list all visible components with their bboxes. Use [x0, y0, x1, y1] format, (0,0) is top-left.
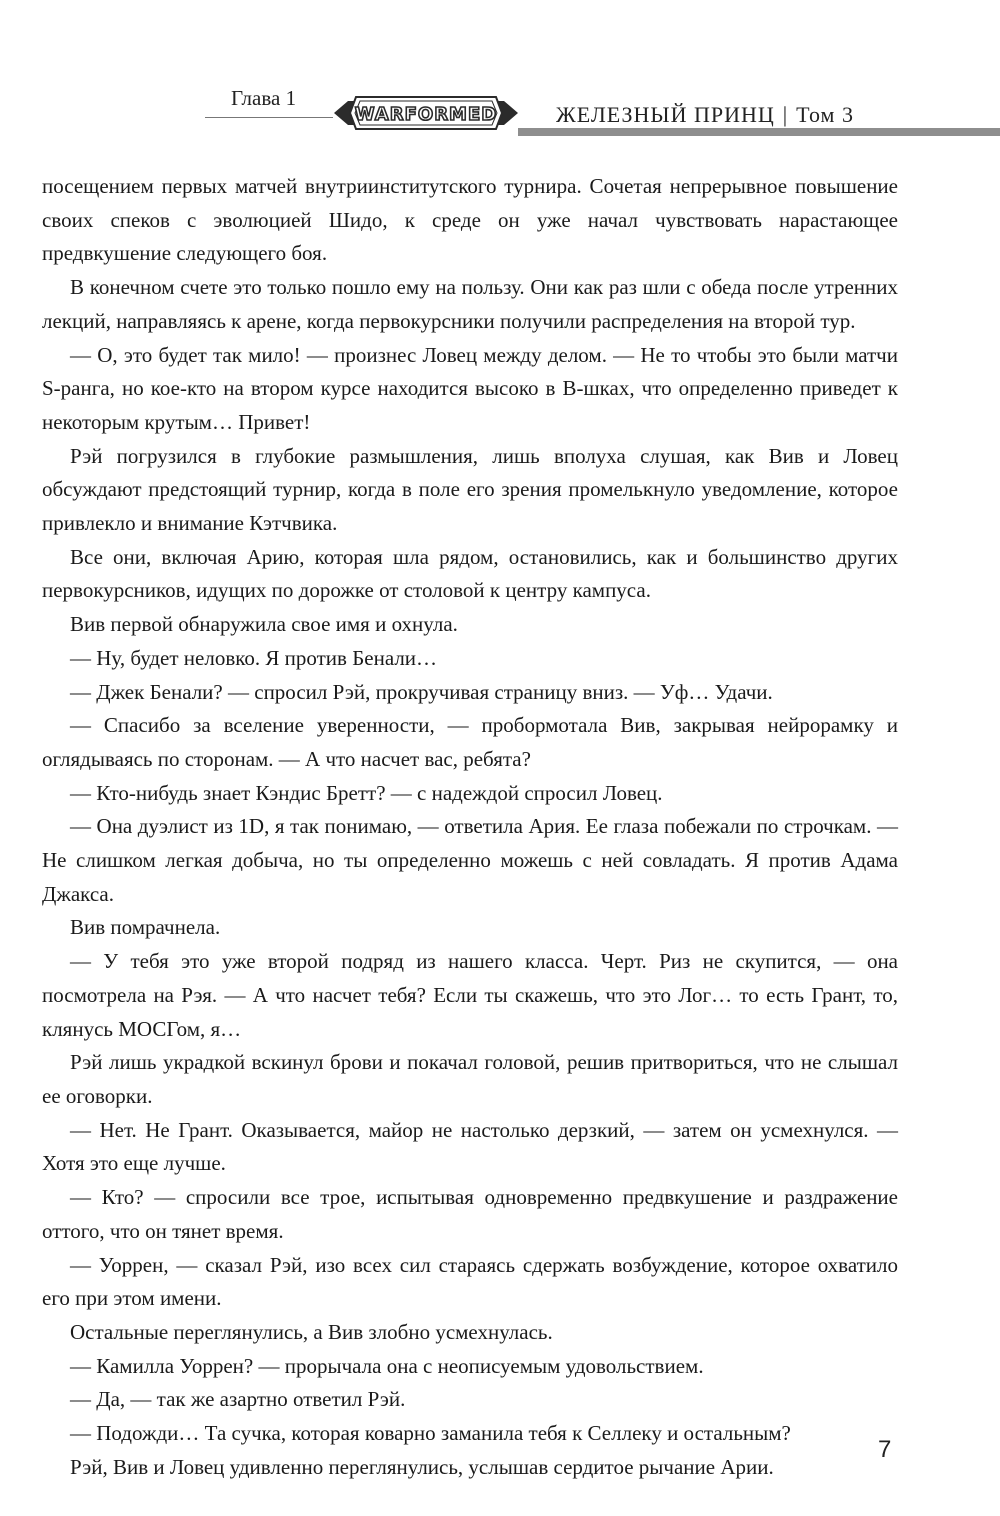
- paragraph: Рэй лишь украдкой вскинул брови и покачал головой, решив притвориться, что не слышал ее оговорки.: [42, 1050, 898, 1108]
- header-rule-left: [205, 117, 333, 118]
- paragraph: — Ну, будет неловко. Я против Бенали…: [70, 645, 438, 670]
- book-title-line: [556, 102, 854, 128]
- paragraph: — Да, — так же азартно ответил Рэй.: [70, 1387, 406, 1412]
- paragraph: — У тебя это уже второй подряд из нашего класса. Черт. Риз не скупится, — она посмотрела на Рэя. — А что насчет тебя? Если ты скажешь, что это Лог… то есть Грант, то, клянусь МОСГом, я…: [42, 949, 898, 1041]
- paragraph: Рэй погрузился в глубокие размышления, лишь вполуха слушая, как Вив и Ловец обсуждают предстоящий турнир, когда в поле его зрения промелькнуло уведомление, которое привлекло и внимание Кэтчвика.: [42, 443, 898, 536]
- title-separator: |: [782, 102, 789, 127]
- paragraph: — О, это будет так мило! — произнес Ловец между делом. — Не то чтобы это были матчи S-ранга, но кое-кто на втором курсе находится высоко в B-шках, что определенно приведет к некоторым крутым… Привет!: [42, 342, 898, 434]
- paragraph: посещением первых матчей внутриинститутского турнира. Сочетая непрерывное повышение своих спеков с эволюцией Шидо, к среде он уже начал чувствовать нарастающее предвкушение следующего боя.: [42, 174, 898, 266]
- logo-wordmark: WARFORMED: [354, 104, 498, 125]
- header-rule-right: [518, 128, 1000, 136]
- warformed-logo: [334, 91, 518, 135]
- running-header: [0, 70, 1000, 150]
- paragraph: — Уоррен, — сказал Рэй, изо всех сил стараясь сдержать возбуждение, которое охватило его при этом имени.: [42, 1252, 898, 1311]
- paragraph: — Нет. Не Грант. Оказывается, майор не настолько дерзкий, — затем он усмехнулся. — Хотя это еще лучше.: [42, 1117, 898, 1176]
- book-title: ЖЕЛЕЗНЫЙ ПРИНЦ: [556, 102, 775, 127]
- chapter-label: Глава 1: [231, 86, 297, 110]
- body-text: [42, 170, 898, 1484]
- volume-label: Том 3: [796, 102, 854, 127]
- paragraph: — Подожди… Та сучка, которая коварно заманила тебя к Селлеку и остальным?: [70, 1421, 791, 1446]
- paragraph: — Кто-нибудь знает Кэндис Бретт? — с надеждой спросил Ловец.: [70, 780, 663, 805]
- paragraph: — Кто? — спросили все трое, испытывая одновременно предвкушение и раздражение оттого, что он тянет время.: [42, 1185, 898, 1243]
- paragraph: В конечном счете это только пошло ему на пользу. Они как раз шли с обеда после утренних лекций, направляясь к арене, когда первокурсники получили распределения на второй тур.: [42, 275, 898, 333]
- paragraph: Остальные переглянулись, а Вив злобно усмехнулась.: [70, 1319, 553, 1344]
- paragraph: Рэй, Вив и Ловец удивленно переглянулись, услышав сердитое рычание Арии.: [70, 1454, 774, 1479]
- paragraph: Вив первой обнаружила свое имя и охнула.: [70, 612, 458, 637]
- paragraph: — Она дуэлист из 1D, я так понимаю, — ответила Ария. Ее глаза побежали по строчкам. — Не слишком легкая добыча, но ты определенно можешь с ней совладать. Я против Адама Джакса.: [42, 814, 898, 906]
- paragraph: Все они, включая Арию, которая шла рядом, остановились, как и большинство других первокурсников, идущих по дорожке от столовой к центру кампуса.: [42, 544, 898, 603]
- paragraph: Вив помрачнела.: [70, 915, 221, 940]
- paragraph: — Камилла Уоррен? — прорычала она с неописуемым удовольствием.: [70, 1353, 704, 1378]
- page-number: 7: [878, 1436, 892, 1463]
- paragraph: — Спасибо за вселение уверенности, — пробормотала Вив, закрывая нейрорамку и оглядываясь по сторонам. — А что насчет вас, ребята?: [42, 713, 898, 771]
- paragraph: — Джек Бенали? — спросил Рэй, прокручивая страницу вниз. — Уф… Удачи.: [70, 679, 773, 704]
